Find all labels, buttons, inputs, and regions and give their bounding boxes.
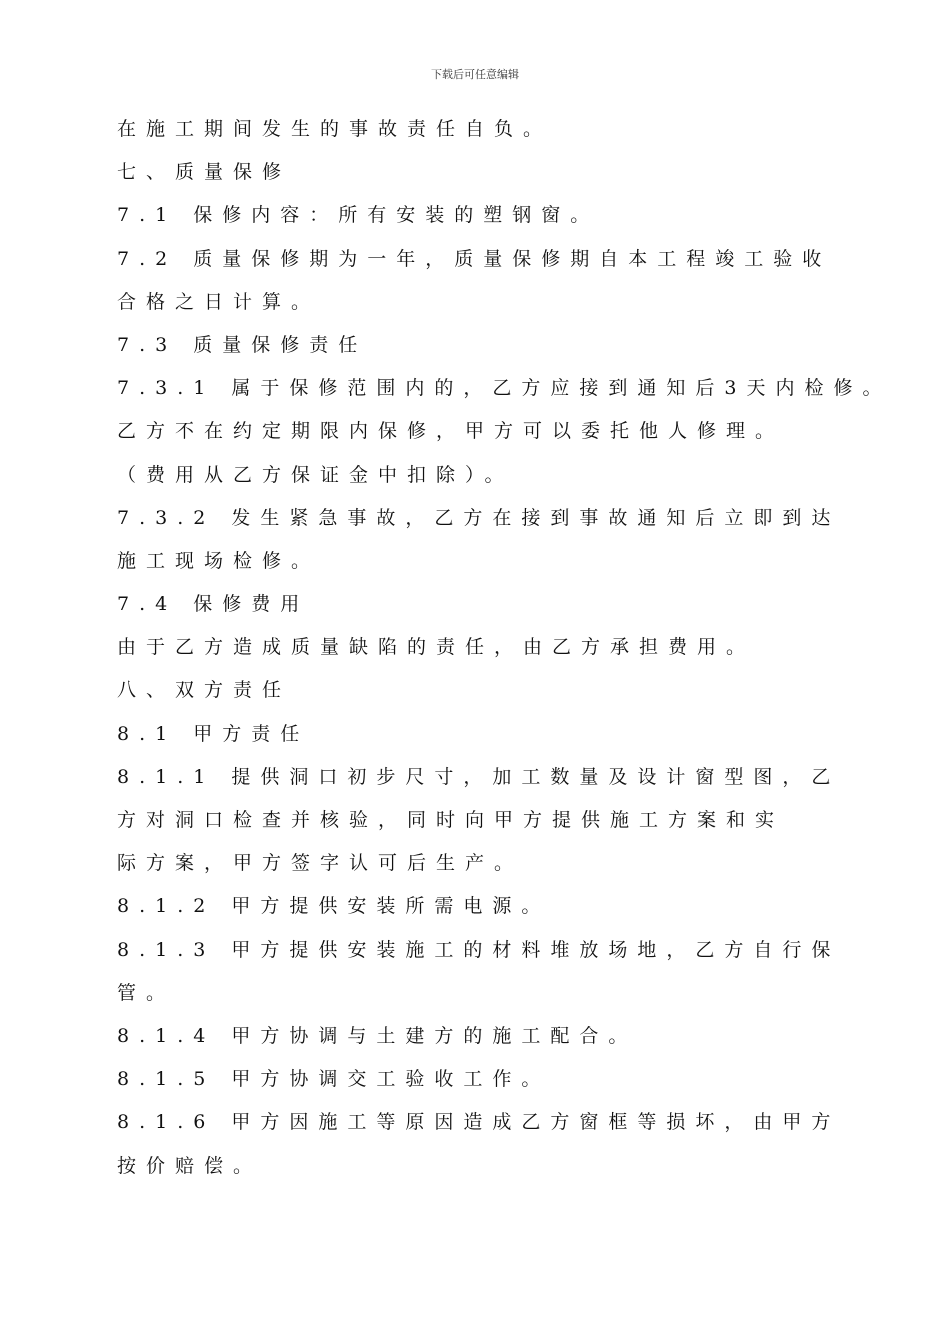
document-body (117, 108, 892, 1188)
text-line: 乙方不在约定期限内保修，甲方可以委托他人修理。 (117, 420, 785, 443)
section-heading: 七、质量保修 (117, 161, 292, 184)
text-line: 7.3.2 发生紧急事故，乙方在接到事故通知后立即到达 (117, 506, 841, 529)
text-line: （费用从乙方保证金中扣除）。 (117, 463, 514, 486)
text-line: 施工现场检修。 (117, 549, 321, 572)
page-header: 下载后可任意编辑 (431, 68, 519, 81)
text-line: 8.1.6 甲方因施工等原因造成乙方窗框等损坏，由甲方 (117, 1111, 841, 1134)
text-line: 8.1.2 甲方提供安装所需电源。 (117, 895, 551, 918)
subsection-heading: 8.1 甲方责任 (117, 722, 310, 745)
text-line: 7.3.1 属于保修范围内的，乙方应接到通知后3天内检修。 (117, 377, 892, 400)
text-line: 在施工期间发生的事故责任自负。 (117, 118, 553, 140)
text-line: 合格之日计算。 (117, 290, 321, 313)
text-line: 方对洞口检查并核验，同时向甲方提供施工方案和实 (117, 809, 785, 831)
section-heading: 八、双方责任 (117, 679, 292, 702)
text-line: 8.1.3 甲方提供安装施工的材料堆放场地，乙方自行保 (117, 938, 841, 961)
text-line: 7.1 保修内容：所有安装的塑钢窗。 (117, 204, 600, 227)
text-line: 按价赔偿。 (117, 1154, 263, 1177)
text-line: 管。 (117, 981, 176, 1004)
subsection-heading: 7.3 质量保修责任 (117, 333, 368, 356)
text-line: 际方案，甲方签字认可后生产。 (117, 852, 524, 875)
text-line: 8.1.4 甲方协调与土建方的施工配合。 (117, 1024, 638, 1047)
text-line: 由于乙方造成质量缺陷的责任，由乙方承担费用。 (117, 636, 756, 659)
text-line: 8.1.1 提供洞口初步尺寸，加工数量及设计窗型图，乙 (117, 765, 841, 788)
subsection-heading: 7.4 保修费用 (117, 593, 310, 616)
text-line: 7.2 质量保修期为一年，质量保修期自本工程竣工验收 (117, 247, 832, 270)
text-line: 8.1.5 甲方协调交工验收工作。 (117, 1068, 551, 1091)
